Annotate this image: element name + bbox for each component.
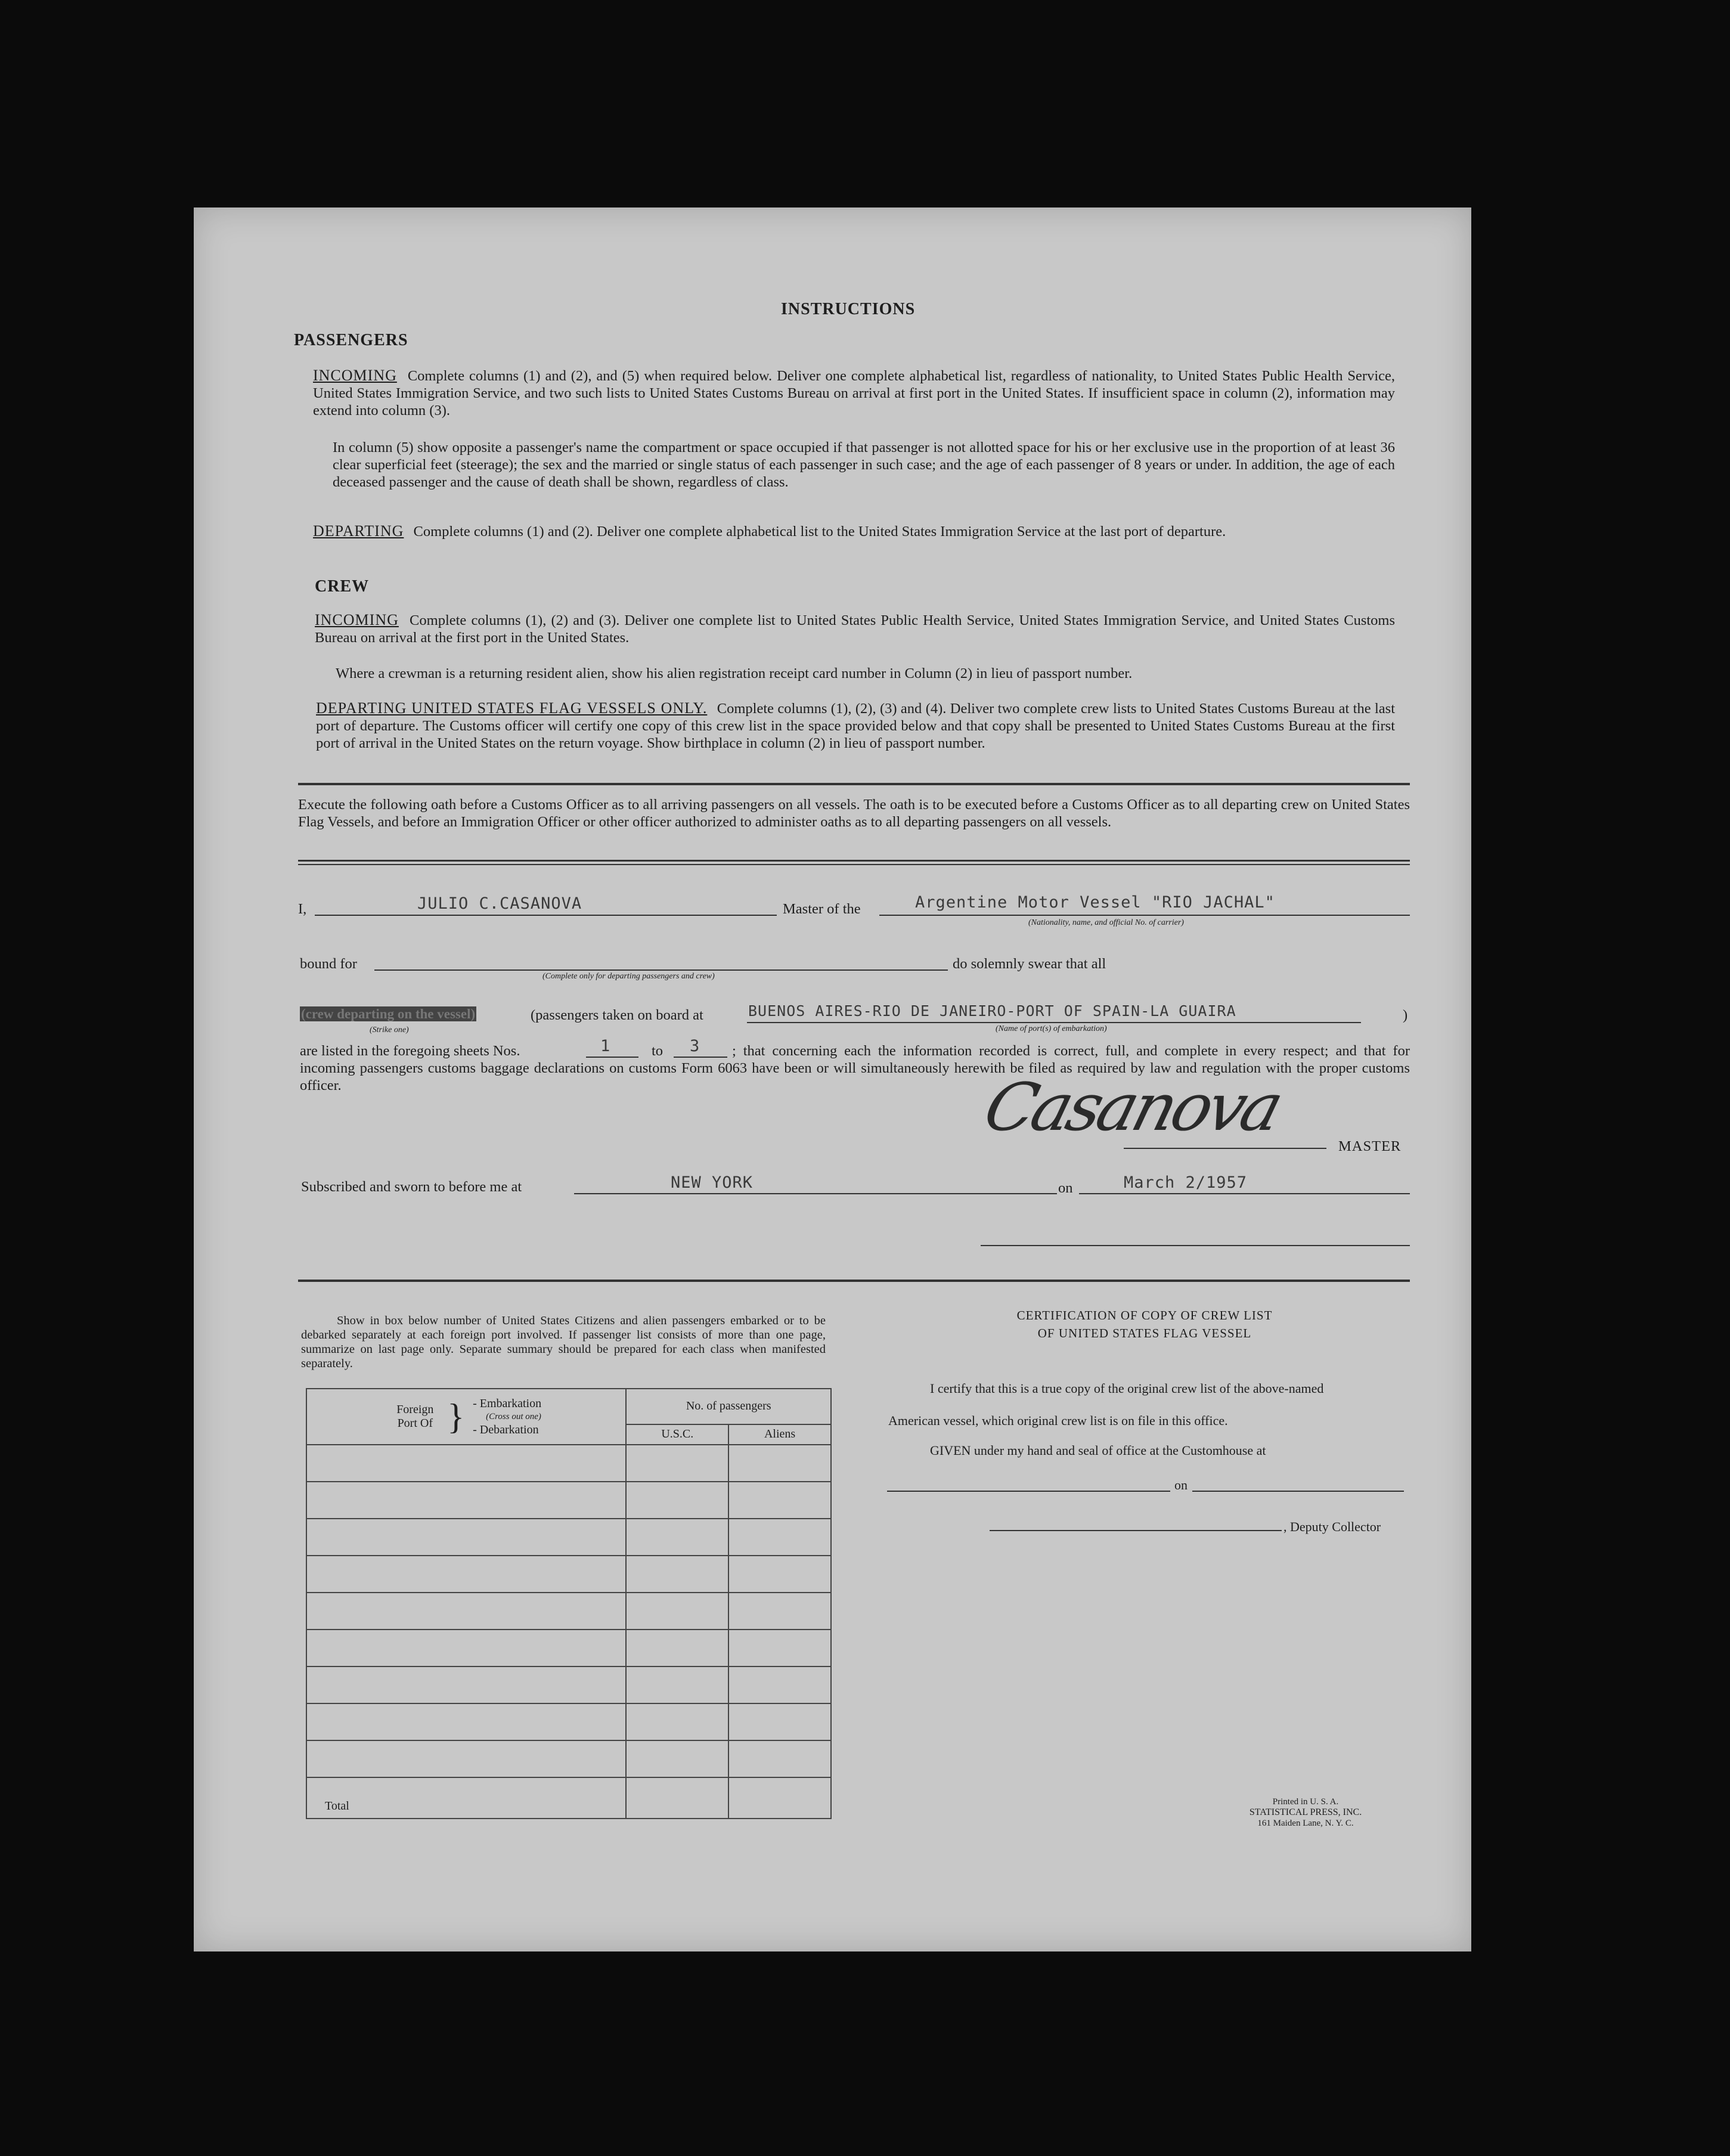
aliens-header: Aliens bbox=[728, 1424, 831, 1445]
divider-4 bbox=[298, 1280, 1410, 1282]
no-passengers-header: No. of passengers bbox=[626, 1389, 831, 1424]
sworn-label: Subscribed and sworn to before me at bbox=[301, 1179, 522, 1195]
vessel-line bbox=[879, 915, 1410, 916]
summary-header-row bbox=[306, 1389, 831, 1424]
column5-paragraph: In column (5) show opposite a passenger's name the compartment or space occupied if that passenger is not allotted space for his or her exclusive use in the proportion of at least 36 clear superficial feet (steerage); the sex and the married or single status of each passenger in such case; and the age of each passenger of 8 years or under. In addition, the age of each deceased passenger and the cause of death shall be shown, regardless of class. bbox=[333, 439, 1395, 490]
master-of-label: Master of the bbox=[783, 901, 861, 917]
form-page bbox=[194, 207, 1471, 1951]
ports-caption: (Name of port(s) of embarkation) bbox=[996, 1024, 1107, 1033]
summary-row bbox=[306, 1703, 831, 1740]
passengers-incoming-text: Complete columns (1) and (2), and (5) when required below. Deliver one complete alphabetical list, regardless of nationality, to United States Public Health Service, United States Immigration Service, and two such lists to United States Customs Bureau on arrival at first port in the United States. If insufficient space in column (2), information may extend into column (3). bbox=[313, 368, 1396, 419]
passengers-departing-label: DEPARTING bbox=[313, 522, 404, 540]
printer-line1: Printed in U. S. A. bbox=[1272, 1797, 1339, 1807]
sworn-place: NEW YORK bbox=[671, 1173, 754, 1192]
strike-caption: (Strike one) bbox=[370, 1026, 409, 1034]
customhouse-line bbox=[887, 1491, 1170, 1492]
summary-row bbox=[306, 1630, 831, 1666]
sheet-to: 3 bbox=[690, 1037, 700, 1055]
certification-date-line bbox=[1192, 1491, 1404, 1492]
certification-title-line2: OF UNITED STATES FLAG VESSEL bbox=[1037, 1326, 1252, 1340]
summary-row bbox=[306, 1593, 831, 1630]
total-label: Total bbox=[306, 1777, 626, 1819]
certify-vessel-text: American vessel, which original crew list is on file in this office. bbox=[888, 1413, 1228, 1428]
deputy-collector-line bbox=[990, 1530, 1282, 1531]
i-label: I, bbox=[298, 901, 307, 917]
crew-departing-paragraph bbox=[316, 699, 1395, 752]
struck-crew-text bbox=[300, 1006, 476, 1022]
summary-row bbox=[306, 1666, 831, 1703]
embarkation-label: - Embarkation bbox=[473, 1397, 542, 1410]
ports-line bbox=[747, 1022, 1361, 1023]
divider-2 bbox=[298, 860, 1410, 862]
summary-row bbox=[306, 1556, 831, 1593]
crew-heading: CREW bbox=[315, 577, 370, 596]
crewman-paragraph: Where a crewman is a returning resident alien, show his alien registration receipt card number in Column (2) in lieu of passport number. bbox=[336, 665, 1133, 682]
debarkation-label: - Debarkation bbox=[473, 1423, 539, 1436]
master-name: JULIO C.CASANOVA bbox=[417, 894, 582, 913]
passengers-incoming-paragraph bbox=[313, 367, 1395, 419]
passengers-heading: PASSENGERS bbox=[294, 331, 408, 349]
summary-row bbox=[306, 1482, 831, 1519]
divider-3 bbox=[298, 864, 1410, 865]
master-signature: Casanova bbox=[976, 1069, 1288, 1145]
certification-title-line1: CERTIFICATION OF COPY OF CREW LIST bbox=[1016, 1308, 1273, 1322]
crew-incoming-label: INCOMING bbox=[315, 611, 399, 628]
oath-intro: Execute the following oath before a Customs Officer as to all arriving passengers on all vessels. The oath is to be executed before a Customs Officer as to all departing crew on United States Flag Vessels, and before an Immigration Officer or other officer authorized to administer oaths as to all departing passengers on all vessels. bbox=[298, 797, 1410, 830]
passengers-departing-paragraph bbox=[313, 522, 1395, 540]
certify-text: I certify that this is a true copy of the original crew list of the above-named bbox=[930, 1381, 1324, 1396]
summary-row bbox=[306, 1445, 831, 1482]
certify-given-text: GIVEN under my hand and seal of office at the Customhouse at bbox=[930, 1443, 1266, 1458]
certification-on-label: on bbox=[1174, 1477, 1188, 1492]
to-label: to bbox=[652, 1043, 664, 1059]
crew-incoming-text: Complete columns (1), (2) and (3). Deliver one complete list to United States Public Health Service, United States Immigration Service, and United States Customs Bureau on arrival at the first port in the United States. bbox=[315, 612, 1396, 646]
cross-out-label: (Cross out one) bbox=[486, 1412, 541, 1421]
close-paren: ) bbox=[1403, 1007, 1408, 1023]
master-label: MASTER bbox=[1338, 1138, 1402, 1154]
brace-icon: } bbox=[447, 1397, 465, 1436]
crew-incoming-paragraph bbox=[315, 611, 1395, 646]
ports-value: BUENOS AIRES-RIO DE JANEIRO-PORT OF SPAIN-LA GUAIRA bbox=[748, 1002, 1236, 1020]
sworn-date: March 2/1957 bbox=[1124, 1173, 1248, 1192]
passengers-departing-text: Complete columns (1) and (2). Deliver one complete alphabetical list to the United States Immigration Service at the last port of departure. bbox=[413, 523, 1226, 540]
summary-total-row bbox=[306, 1777, 831, 1819]
deputy-collector-label: , Deputy Collector bbox=[1283, 1519, 1381, 1534]
bound-for-label: bound for bbox=[300, 956, 357, 972]
struck-crew-label: (crew departing on the vessel) bbox=[301, 1006, 476, 1021]
foreign-port-header bbox=[306, 1389, 626, 1445]
sworn-date-line bbox=[1079, 1193, 1410, 1194]
sheets-label: are listed in the foregoing sheets Nos. bbox=[300, 1043, 520, 1059]
sworn-place-line bbox=[574, 1193, 1057, 1194]
crew-departing-text: Complete columns (1), (2), (3) and (4). Deliver two complete crew lists to United States Customs Bureau at the last port of departure. The Customs officer will certify one copy of this crew list in the space provided below and that copy shall be presented to United States Customs Bureau at the first port of arrival in the United States on the return voyage. Show birthplace in column (2) in lieu of passport number. bbox=[316, 701, 1395, 751]
swear-text: do solemnly swear that all bbox=[953, 956, 1106, 972]
passengers-incoming-label: INCOMING bbox=[313, 367, 397, 384]
vessel-name: Argentine Motor Vessel "RIO JACHAL" bbox=[915, 893, 1275, 912]
certification-title bbox=[894, 1306, 1395, 1342]
sheets-text-body: ; that concerning each the information recorded is correct, full, and complete in every respect; and that for incoming passengers customs baggage declarations on customs Form 6063 have been or will simultaneously herewith be filed as required by law and regulation with the proper customs officer. bbox=[300, 1043, 1410, 1094]
sworn-on-label: on bbox=[1058, 1180, 1073, 1196]
printer-imprint bbox=[1216, 1796, 1395, 1829]
officer-signature-line bbox=[981, 1245, 1410, 1246]
signature-line bbox=[1124, 1148, 1326, 1149]
master-name-line bbox=[315, 915, 777, 916]
usc-header: U.S.C. bbox=[626, 1424, 728, 1445]
vessel-caption: (Nationality, name, and official No. of carrier) bbox=[1028, 918, 1184, 927]
divider-1 bbox=[298, 783, 1410, 785]
passengers-taken-label: (passengers taken on board at bbox=[531, 1007, 703, 1023]
instructions-title: INSTRUCTIONS bbox=[781, 300, 916, 318]
sheet-from: 1 bbox=[600, 1037, 611, 1055]
bound-for-line bbox=[374, 969, 948, 971]
summary-row bbox=[306, 1519, 831, 1556]
bound-for-caption: (Complete only for departing passengers and crew) bbox=[542, 972, 715, 981]
foreign-port-label: Foreign Port Of bbox=[396, 1403, 434, 1430]
summary-note: Show in box below number of United States Citizens and alien passengers embarked or to be debarked separately at each foreign port involved. If passenger list consists of more than one page, summarize on last page only. Separate summary should be prepared for each class when manifested separately. bbox=[301, 1314, 826, 1370]
printer-line3: 161 Maiden Lane, N. Y. C. bbox=[1257, 1819, 1354, 1828]
summary-row bbox=[306, 1740, 831, 1777]
printer-line2: STATISTICAL PRESS, INC. bbox=[1249, 1807, 1362, 1817]
crew-departing-label: DEPARTING UNITED STATES FLAG VESSELS ONLY. bbox=[316, 699, 708, 717]
summary-table bbox=[306, 1388, 832, 1819]
